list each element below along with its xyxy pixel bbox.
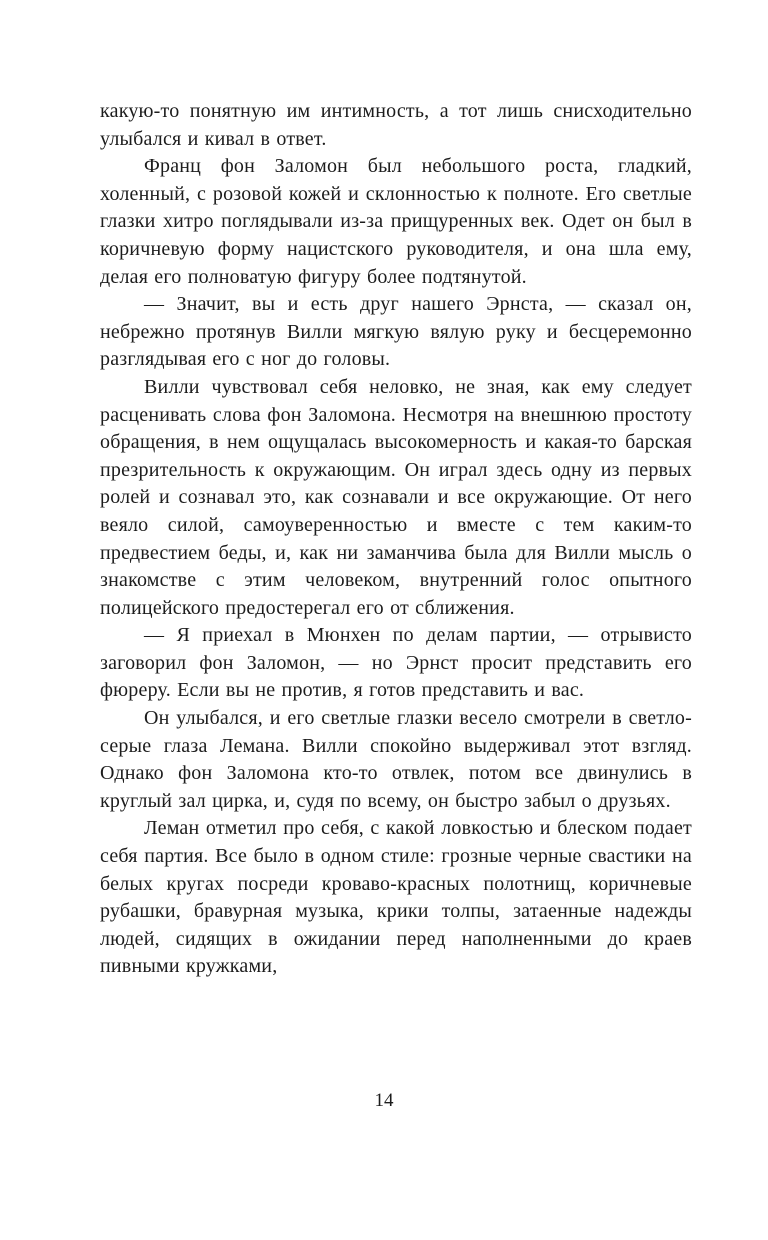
paragraph: Леман отметил про себя, с какой ловкостью и блеском подает себя партия. Все было в одном стиле: грозные черные свастики на белых кругах посреди кроваво-красных полотнищ, коричневые рубашки, бравурная музыка, крики толпы, затаенные надежды людей, сидящих в ожидании перед наполненными до краев пивными кружками, [100, 817, 692, 978]
paragraph: Он улыбался, и его светлые глазки весело смотрели в светло-серые глаза Лемана. Вилли спокойно выдерживал этот взгляд. Однако фон Заломона кто-то отвлек, потом все двинулись в круглый зал цирка, и, судя по всему, он быстро забыл о друзьях. [100, 707, 692, 812]
paragraph: какую-то понятную им интимность, а тот лишь снисходительно улыбался и кивал в ответ. [100, 100, 692, 150]
paragraph: Франц фон Заломон был небольшого роста, гладкий, холенный, с розовой кожей и склонностью к полноте. Его светлые глазки хитро поглядывали из-за прищуренных век. Одет он был в коричневую форму нацистского руководителя, и она шла ему, делая его полноватую фигуру более подтянутой. [100, 155, 692, 288]
paragraph: — Я приехал в Мюнхен по делам партии, — отрывисто заговорил фон Заломон, — но Эрнст просит представить его фюреру. Если вы не против, я готов представить и вас. [100, 624, 692, 702]
page-number: 14 [374, 1090, 394, 1111]
text-block [100, 98, 692, 981]
paragraph: — Значит, вы и есть друг нашего Эрнста, — сказал он, небрежно протянув Вилли мягкую вялую руку и бесцеремонно разглядывая его с ног до головы. [100, 293, 692, 371]
paragraph: Вилли чувствовал себя неловко, не зная, как ему следует расценивать слова фон Заломона. Несмотря на внешнюю простоту обращения, в нем ощущалась высокомерность и какая-то барская презрительность к окружающим. Он играл здесь одну из первых ролей и сознавал это, как сознавали и все окружающие. От него веяло силой, самоуверенностью и вместе с тем каким-то предвестием беды, и, как ни заманчива была для Вилли мысль о знакомстве с этим человеком, внутренний голос опытного полицейского предостерегал его от сближения. [100, 375, 692, 619]
